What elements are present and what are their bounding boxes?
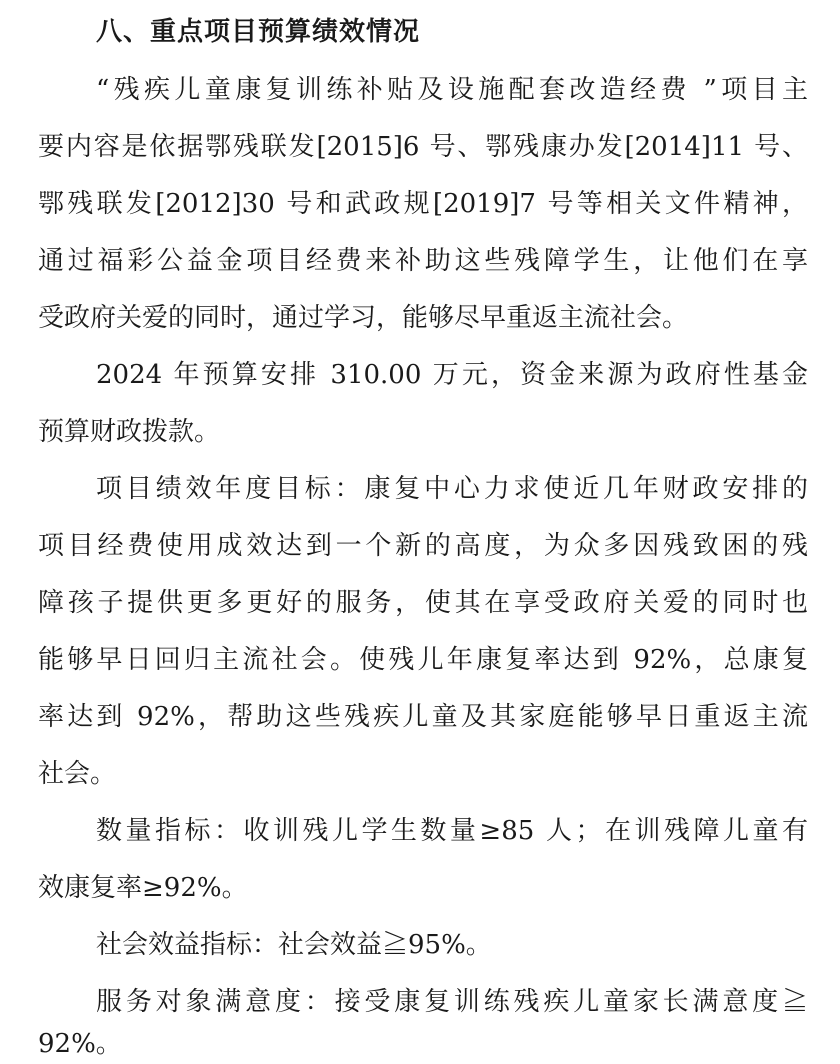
paragraph-3-line-3: 障孩子提供更多更好的服务，使其在享受政府关爱的同时也 <box>38 588 808 618</box>
paragraph-3-line-4: 能够早日回归主流社会。使残儿年康复率达到 92%，总康复 <box>38 645 808 675</box>
paragraph-1-line-5: 受政府关爱的同时，通过学习，能够尽早重返主流社会。 <box>38 303 689 333</box>
paragraph-4-line-2: 效康复率≥92%。 <box>38 873 248 903</box>
paragraph-5-line-1: 社会效益指标：社会效益≧95%。 <box>96 930 492 960</box>
paragraph-2-line-2: 预算财政拨款。 <box>38 417 221 447</box>
paragraph-6-line-2: 92%。 <box>38 1029 122 1059</box>
paragraph-1-line-3: 鄂残联发[2012]30 号和武政规[2019]7 号等相关文件精神， <box>38 189 808 219</box>
paragraph-1-line-1: “残疾儿童康复训练补贴及设施配套改造经费 ”项目主 <box>96 75 808 105</box>
paragraph-1-line-4: 通过福彩公益金项目经费来补助这些残障学生，让他们在享 <box>38 246 808 276</box>
paragraph-6-line-1: 服务对象满意度：接受康复训练残疾儿童家长满意度≧ <box>96 987 808 1017</box>
paragraph-3-line-1: 项目绩效年度目标：康复中心力求使近几年财政安排的 <box>96 474 808 504</box>
paragraph-4-line-1: 数量指标：收训残儿学生数量≥85 人；在训残障儿童有 <box>96 816 808 846</box>
paragraph-3-line-6: 社会。 <box>38 759 117 789</box>
paragraph-3-line-2: 项目经费使用成效达到一个新的高度，为众多因残致困的残 <box>38 531 808 561</box>
paragraph-1-line-2: 要内容是依据鄂残联发[2015]6 号、鄂残康办发[2014]11 号、 <box>38 132 808 162</box>
paragraph-3-line-5: 率达到 92%，帮助这些残疾儿童及其家庭能够早日重返主流 <box>38 702 808 732</box>
paragraph-2-line-1: 2024 年预算安排 310.00 万元，资金来源为政府性基金 <box>96 360 808 390</box>
section-heading: 八、重点项目预算绩效情况 <box>96 17 421 47</box>
